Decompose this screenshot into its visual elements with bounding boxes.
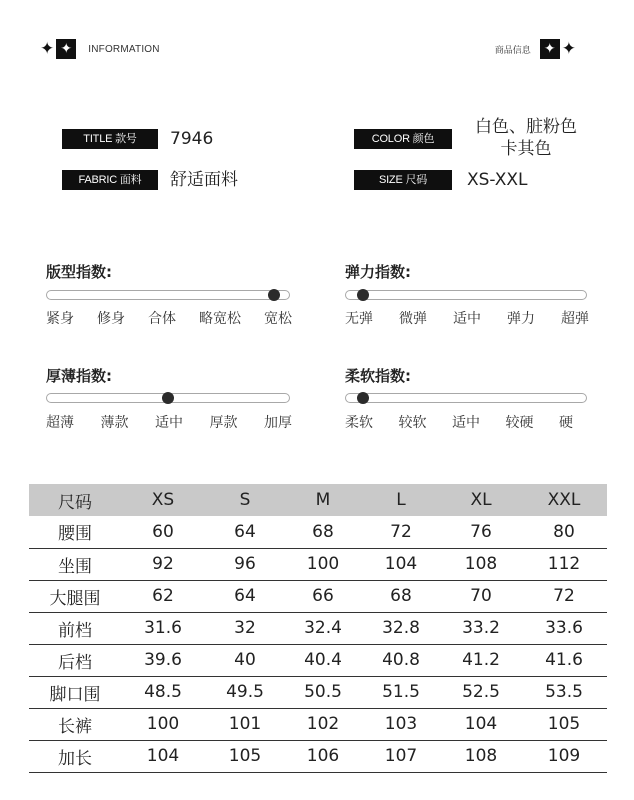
table-row: [29, 580, 607, 612]
scale-label: 较硬: [505, 415, 534, 431]
scale-label: 适中: [452, 415, 480, 431]
table-cell: 33.6: [521, 612, 607, 644]
product-info-label: 商品信息: [494, 45, 531, 56]
table-cell: 68: [361, 580, 441, 612]
row-label: 腰围: [29, 516, 121, 548]
table-cell: 33.2: [441, 612, 521, 644]
table-cell: 60: [121, 516, 205, 548]
sparkle-icon: ✦: [561, 38, 576, 59]
header-xs: XS: [121, 484, 205, 516]
title-value: 7946: [170, 129, 214, 149]
table-cell: 76: [441, 516, 521, 548]
thickness-index-track: [46, 393, 290, 403]
table-row: [29, 708, 607, 740]
scale-label: 宽松: [264, 311, 292, 327]
scale-label: 硬: [559, 415, 573, 431]
table-cell: 72: [521, 580, 607, 612]
scale-label: 加厚: [264, 415, 292, 431]
size-table: [29, 484, 607, 773]
row-label: 长裤: [29, 708, 121, 740]
table-cell: 108: [441, 740, 521, 772]
fit-index-knob: [268, 289, 280, 301]
scale-label: 微弹: [399, 311, 427, 327]
table-cell: 100: [121, 708, 205, 740]
scale-label: 较软: [398, 415, 427, 431]
table-cell: 96: [205, 548, 285, 580]
fabric-value: 舒适面料: [170, 170, 238, 190]
softness-index-title: 柔软指数:: [345, 367, 411, 385]
row-label: 大腿围: [29, 580, 121, 612]
table-cell: 41.2: [441, 644, 521, 676]
row-label: 加长: [29, 740, 121, 772]
information-label: INFORMATION: [88, 43, 160, 55]
scale-label: 适中: [155, 415, 183, 431]
softness-index-knob: [357, 392, 369, 404]
scale-label: 修身: [97, 311, 125, 327]
table-cell: 32.4: [285, 612, 361, 644]
row-label: 后档: [29, 644, 121, 676]
color-value: [456, 116, 596, 160]
table-cell: 72: [361, 516, 441, 548]
square-star-icon: ✦: [540, 39, 560, 59]
table-cell: 103: [361, 708, 441, 740]
color-line-1: 白色、脏粉色: [475, 117, 577, 137]
scale-label: 合体: [148, 311, 176, 327]
table-cell: 40: [205, 644, 285, 676]
table-cell: 105: [205, 740, 285, 772]
table-cell: 106: [285, 740, 361, 772]
table-row: [29, 548, 607, 580]
header-m: M: [285, 484, 361, 516]
table-cell: 112: [521, 548, 607, 580]
title-tag: TITLE 款号: [62, 129, 158, 149]
row-label: 坐围: [29, 548, 121, 580]
scale-label: 弹力: [507, 311, 535, 327]
table-cell: 68: [285, 516, 361, 548]
table-cell: 66: [285, 580, 361, 612]
table-row: [29, 644, 607, 676]
thickness-index-scale: [46, 412, 292, 432]
scale-label: 适中: [453, 311, 481, 327]
table-cell: 53.5: [521, 676, 607, 708]
table-cell: 48.5: [121, 676, 205, 708]
scale-label: 超弹: [561, 311, 589, 327]
table-cell: 51.5: [361, 676, 441, 708]
color-line-2: 卡其色: [500, 139, 552, 159]
scale-label: 薄款: [100, 415, 129, 431]
table-cell: 32: [205, 612, 285, 644]
fit-index-title: 版型指数:: [46, 263, 112, 281]
header-xl: XL: [441, 484, 521, 516]
table-cell: 52.5: [441, 676, 521, 708]
header-s: S: [205, 484, 285, 516]
scale-label: 厚款: [209, 415, 238, 431]
table-cell: 105: [521, 708, 607, 740]
fabric-tag: FABRIC 面料: [62, 170, 158, 190]
elasticity-index-track: [345, 290, 587, 300]
size-value: XS-XXL: [467, 170, 528, 190]
table-cell: 41.6: [521, 644, 607, 676]
table-row: [29, 612, 607, 644]
thickness-index-knob: [162, 392, 174, 404]
table-cell: 102: [285, 708, 361, 740]
color-tag: COLOR 颜色: [354, 129, 452, 149]
scale-label: 紧身: [46, 311, 74, 327]
scale-label: 略宽松: [199, 311, 241, 327]
fit-index-scale: [46, 308, 292, 328]
table-cell: 31.6: [121, 612, 205, 644]
elasticity-index-scale: [345, 308, 589, 328]
table-cell: 39.6: [121, 644, 205, 676]
table-cell: 104: [121, 740, 205, 772]
scale-label: 超薄: [46, 415, 74, 431]
sparkle-icon: ✦: [40, 38, 55, 59]
softness-index-scale: [345, 412, 573, 432]
table-cell: 32.8: [361, 612, 441, 644]
elasticity-index-knob: [357, 289, 369, 301]
thickness-index-title: 厚薄指数:: [46, 367, 112, 385]
softness-index-track: [345, 393, 587, 403]
row-label: 脚口围: [29, 676, 121, 708]
table-row: [29, 676, 607, 708]
table-cell: 64: [205, 580, 285, 612]
square-star-icon: ✦: [56, 39, 76, 59]
table-cell: 92: [121, 548, 205, 580]
table-header-row: [29, 484, 607, 516]
table-cell: 62: [121, 580, 205, 612]
scale-label: 柔软: [345, 415, 373, 431]
table-cell: 101: [205, 708, 285, 740]
table-cell: 40.4: [285, 644, 361, 676]
table-row: [29, 740, 607, 772]
table-cell: 50.5: [285, 676, 361, 708]
header-right: [495, 38, 576, 60]
table-cell: 107: [361, 740, 441, 772]
fit-index-track: [46, 290, 290, 300]
table-cell: 109: [521, 740, 607, 772]
elasticity-index-title: 弹力指数:: [345, 263, 411, 281]
table-row: [29, 516, 607, 548]
table-cell: 104: [441, 708, 521, 740]
table-cell: 108: [441, 548, 521, 580]
header-left: [40, 38, 160, 60]
table-cell: 80: [521, 516, 607, 548]
size-tag: SIZE 尺码: [354, 170, 452, 190]
table-cell: 40.8: [361, 644, 441, 676]
table-cell: 70: [441, 580, 521, 612]
table-cell: 49.5: [205, 676, 285, 708]
table-cell: 64: [205, 516, 285, 548]
header-l: L: [361, 484, 441, 516]
row-label: 前档: [29, 612, 121, 644]
table-cell: 104: [361, 548, 441, 580]
table-cell: 100: [285, 548, 361, 580]
header-size: 尺码: [29, 484, 121, 516]
scale-label: 无弹: [345, 311, 373, 327]
header-xxl: XXL: [521, 484, 607, 516]
